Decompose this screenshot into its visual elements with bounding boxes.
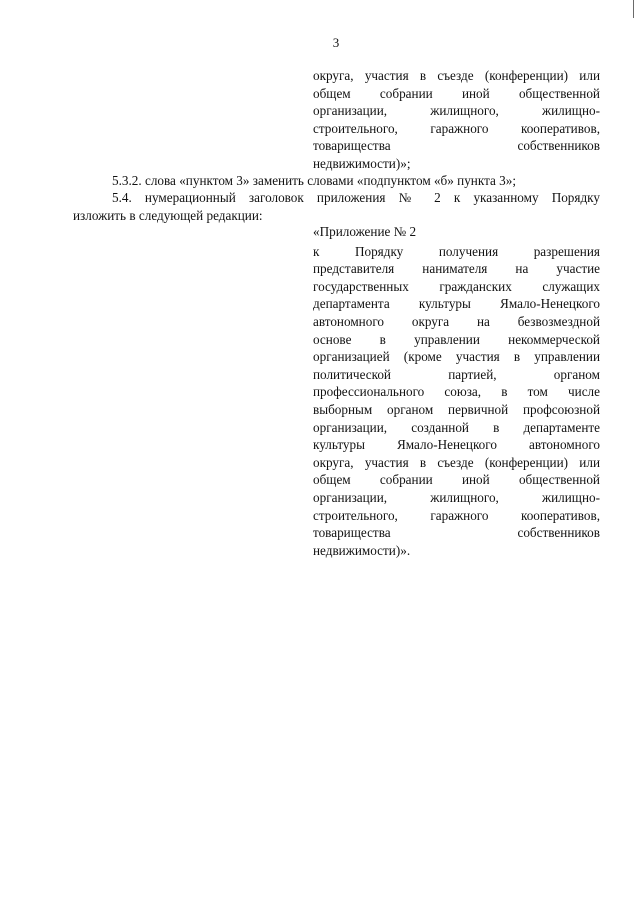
- text-line: общем собрании иной общественной: [313, 85, 600, 101]
- item-5-3-2-text: 5.3.2. слова «пунктом 3» заменить словами «подпунктом «б» пункта 3»;: [112, 173, 517, 188]
- text-line: недвижимости)».: [313, 542, 411, 558]
- text-line: недвижимости)»;: [313, 155, 411, 171]
- text-line: государственных гражданских служащих: [313, 278, 600, 294]
- text-line: строительного, гаражного кооперативов,: [313, 507, 600, 523]
- item-5-3-2: [73, 172, 600, 190]
- text-line: организацией (кроме участия в управлении: [313, 349, 600, 365]
- text-line: строительного, гаражного кооперативов,: [313, 120, 600, 136]
- text-line: департамента культуры Ямало-Ненецкого: [313, 296, 600, 312]
- text-line: выборным органом первичной профсоюзной: [313, 401, 600, 417]
- text-line: 5.4. нумерационный заголовок приложения № 2 к указанному Порядку: [112, 190, 600, 205]
- text-line: организации, созданной в департаменте: [313, 419, 600, 435]
- text-line: профессионального союза, в том числе: [313, 384, 600, 400]
- text-line: изложить в следующей редакции:: [73, 207, 263, 223]
- text-line: товарищества собственников: [313, 138, 600, 154]
- text-line: политической партией, органом: [313, 366, 600, 382]
- appendix-heading-block: [313, 223, 600, 559]
- text-line: основе в управлении некоммерческой: [313, 331, 600, 347]
- text-line: товарищества собственников: [313, 525, 600, 541]
- text-line: округа, участия в съезде (конференции) или: [313, 454, 600, 470]
- text-line: культуры Ямало-Ненецкого автономного: [313, 437, 600, 453]
- item-5-4: [73, 189, 600, 224]
- text-line: округа, участия в съезде (конференции) или: [313, 68, 600, 83]
- continuation-block: [313, 67, 600, 173]
- text-line: представителя нанимателя на участие: [313, 261, 600, 277]
- text-line: организации, жилищного, жилищно-: [313, 489, 600, 505]
- text-line: организации, жилищного, жилищно-: [313, 103, 600, 119]
- page-number: 3: [332, 35, 340, 50]
- text-line: общем собрании иной общественной: [313, 472, 600, 488]
- page-edge-line: [633, 0, 634, 18]
- appendix-title: «Приложение № 2: [313, 224, 417, 239]
- text-line: автономного округа на безвозмездной: [313, 313, 600, 329]
- text-line: к Порядку получения разрешения: [313, 243, 600, 259]
